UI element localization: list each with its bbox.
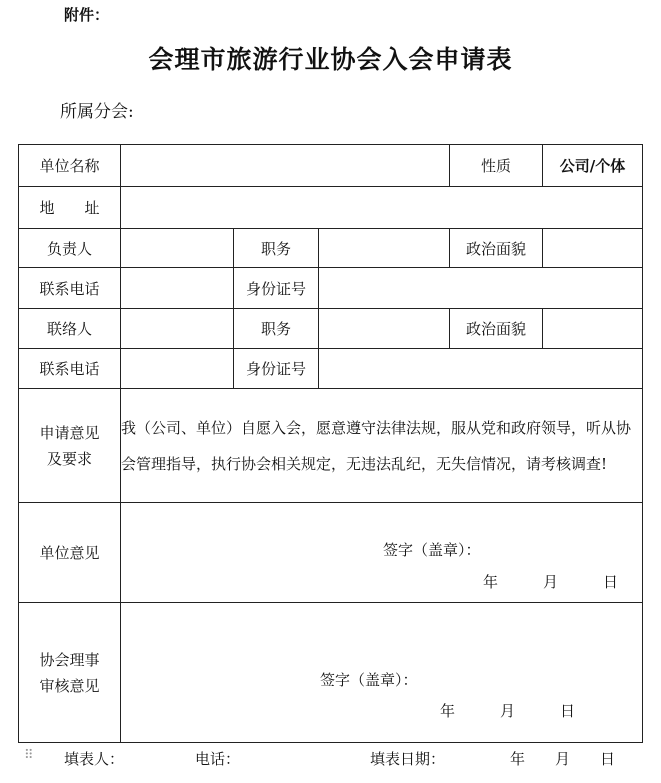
contact-position-field[interactable] [319, 309, 450, 349]
application-statement: 我（公司、单位）自愿入会，愿意遵守法律法规，服从党和政府领导，听从协会管理指导，执行协会相关规定，无违法乱纪，无失信情况，请考核调查! [121, 389, 643, 503]
unit-name-label: 单位名称 [19, 145, 121, 187]
contact-id-number-field[interactable] [319, 349, 643, 389]
unit-opinion-label: 单位意见 [19, 503, 121, 603]
position-label: 职务 [234, 229, 319, 268]
council-label-line1: 协会理事 [39, 650, 100, 669]
application-label-line1: 申请意见 [39, 423, 100, 442]
council-review-label [19, 603, 121, 743]
contact-position-label: 职务 [234, 309, 319, 349]
council-signature-label: 签字（盖章）： [320, 671, 418, 689]
contact-political-status-field[interactable] [543, 309, 643, 349]
contact-id-number-label: 身份证号 [234, 349, 319, 389]
unit-opinion-field[interactable] [121, 503, 643, 603]
filler-label: 填表人： [64, 750, 125, 768]
political-status-field[interactable] [543, 229, 643, 268]
application-label [19, 389, 121, 503]
phone-field[interactable] [121, 268, 234, 309]
attachment-label: 附件： [64, 6, 110, 24]
position-field[interactable] [319, 229, 450, 268]
fill-date-value: 年 月 日 [510, 750, 616, 768]
unit-signature-label: 签字（盖章）： [383, 541, 481, 559]
footer-phone-label: 电话： [195, 750, 241, 768]
contact-person-label: 联络人 [19, 309, 121, 349]
person-in-charge-label: 负责人 [19, 229, 121, 268]
person-in-charge-field[interactable] [121, 229, 234, 268]
fill-date-label: 填表日期： [370, 750, 446, 768]
page-title: 会理市旅游行业协会入会申请表 [148, 45, 513, 74]
id-number-label: 身份证号 [234, 268, 319, 309]
unit-date-label: 年 月 日 [483, 573, 619, 591]
form-footer [18, 746, 642, 772]
contact-phone-field[interactable] [121, 349, 234, 389]
branch-label: 所属分会: [60, 102, 134, 122]
political-status-label: 政治面貌 [450, 229, 543, 268]
application-form-table [18, 144, 643, 743]
nature-value[interactable]: 公司/个体 [543, 145, 643, 187]
council-review-field[interactable] [121, 603, 643, 743]
council-date-label: 年 月 日 [440, 702, 576, 720]
id-number-field[interactable] [319, 268, 643, 309]
nature-label: 性质 [450, 145, 543, 187]
address-label: 地 址 [19, 187, 121, 229]
contact-phone-label: 联系电话 [19, 349, 121, 389]
phone-label: 联系电话 [19, 268, 121, 309]
council-label-line2: 审核意见 [39, 676, 100, 695]
contact-person-field[interactable] [121, 309, 234, 349]
drag-handle-icon[interactable]: ⠿ [24, 748, 32, 763]
application-label-line2: 及要求 [46, 449, 92, 468]
contact-political-status-label: 政治面貌 [450, 309, 543, 349]
unit-name-field[interactable] [121, 145, 450, 187]
address-field[interactable] [121, 187, 643, 229]
